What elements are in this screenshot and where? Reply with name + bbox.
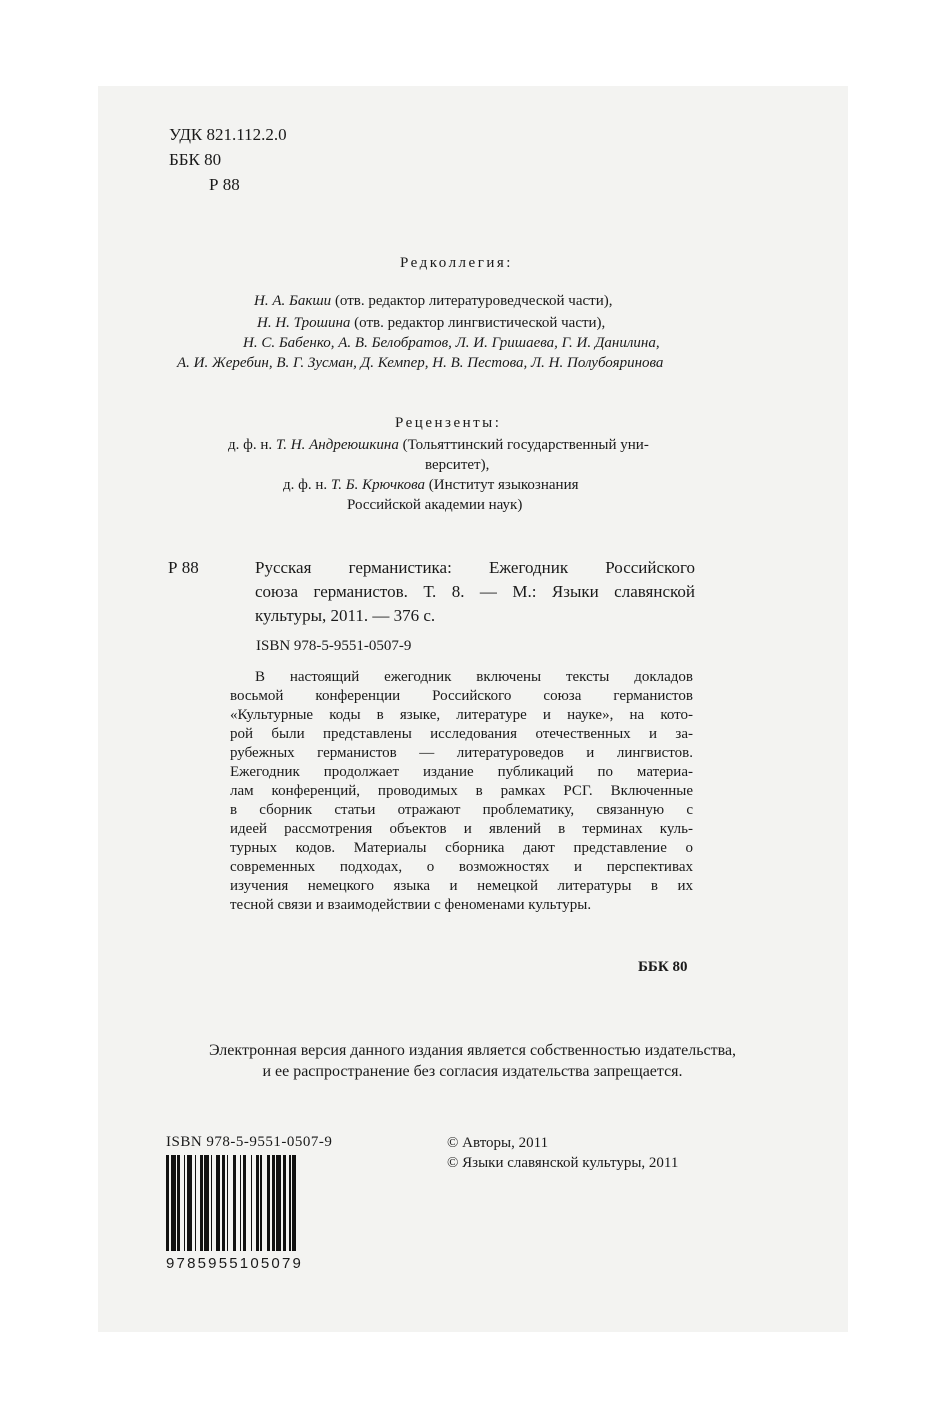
reviewer-2-line-2: Российской академии наук): [347, 497, 523, 513]
abstract-line: тесной связи и взаимодействии с феноменами культуры.: [230, 897, 592, 913]
copyright-authors: © Авторы, 2011: [447, 1135, 549, 1151]
editorial-board-heading: Редколлегия:: [400, 255, 513, 271]
rights-notice-line-2: и ее распространение без согласия издательства запрещается.: [262, 1063, 683, 1080]
barcode-bar: [276, 1155, 281, 1251]
barcode-bar: [240, 1155, 242, 1251]
board-members-line-1: Н. С. Бабенко, А. В. Белобратов, Л. И. Гришаева, Г. И. Данилина,: [243, 335, 660, 351]
abstract-bbk: ББК 80: [638, 959, 688, 975]
author-sign: Р 88: [209, 175, 240, 194]
barcode-bar: [272, 1155, 275, 1251]
abstract-line: идеей рассмотрения объектов и явлений в терминах куль-: [230, 821, 693, 837]
barcode-bar: [233, 1155, 236, 1251]
editor-role: (отв. редактор литературоведческой части),: [334, 293, 613, 309]
isbn-barcode: [166, 1155, 372, 1251]
editor-role: (отв. редактор лингвистической части),: [354, 315, 606, 331]
rights-notice-line-1: Электронная версия данного издания является собственностью издательства,: [208, 1042, 737, 1059]
reviewer-name: Т. Н. Андреюшкина: [275, 437, 399, 453]
barcode-bar: [177, 1155, 180, 1251]
copyright-publisher: © Языки славянской культуры, 2011: [447, 1155, 679, 1171]
entry-title-line: культуры, 2011. — 376 с.: [255, 606, 436, 625]
entry-title-line: союза германистов. Т. 8. — М.: Языки славянской: [255, 582, 695, 601]
barcode-bar: [211, 1155, 213, 1251]
barcode-bar: [260, 1155, 262, 1251]
entry-sign: Р 88: [168, 558, 199, 577]
abstract-line: В настоящий ежегодник включены тексты докладов: [255, 669, 693, 685]
editor-name: Н. Н. Трошина: [257, 315, 351, 331]
abstract-line: турных кодов. Материалы сборника дают представление о: [230, 840, 693, 856]
barcode-digits: 9785955105079: [166, 1255, 304, 1272]
reviewer-1-line-1: д. ф. н. Т. Н. Андреюшкина (Тольяттинский государственный уни-: [228, 437, 649, 453]
barcode-bar: [195, 1155, 197, 1251]
barcode-bar: [200, 1155, 203, 1251]
barcode-bar: [222, 1155, 225, 1251]
barcode-bar: [289, 1155, 291, 1251]
bbk-code: ББК 80: [169, 150, 222, 169]
abstract-line: современных подходах, о возможностях и перспективах: [230, 859, 693, 875]
barcode-bar: [171, 1155, 176, 1251]
barcode-bar: [251, 1155, 253, 1251]
abstract: [230, 668, 693, 915]
reviewer-name: Т. Б. Крючкова: [330, 477, 425, 493]
barcode-bar: [283, 1155, 286, 1251]
entry-title-line: Русская германистика: Ежегодник Российского: [255, 558, 695, 577]
editor-name: Н. А. Бакши: [254, 293, 332, 309]
reviewers-heading: Рецензенты:: [395, 415, 502, 431]
barcode-isbn-label: ISBN 978-5-9551-0507-9: [166, 1134, 333, 1150]
barcode-bar: [267, 1155, 270, 1251]
abstract-line: восьмой конференции Российского союза германистов: [230, 688, 693, 704]
barcode-bar: [256, 1155, 259, 1251]
barcode-bar: [166, 1155, 169, 1251]
barcode-bar: [184, 1155, 186, 1251]
board-members-line-2: А. И. Жеребин, В. Г. Зусман, Д. Кемпер, Н. В. Пестова, Л. Н. Полубояринова: [177, 355, 664, 371]
reviewer-2-line-1: д. ф. н. Т. Б. Крючкова (Институт языкознания: [283, 477, 579, 493]
abstract-line: изучения немецкого языка и немецкой литературы в их: [230, 878, 693, 894]
barcode-bar: [216, 1155, 221, 1251]
barcode-bar: [227, 1155, 229, 1251]
reviewer-1-line-2: верситет),: [425, 457, 490, 473]
abstract-line: рубежных германистов — литературоведов и лингвистов.: [230, 745, 693, 761]
abstract-line: лам конференций, проводимых в рамках РСГ. Включенные: [230, 783, 693, 799]
entry-isbn: ISBN 978-5-9551-0507-9: [256, 638, 412, 654]
abstract-line: в сборник статьи отражают проблематику, связанную с: [230, 802, 693, 818]
editor-line-1: [254, 292, 612, 311]
udk-code: УДК 821.112.2.0: [169, 125, 287, 144]
abstract-line: Ежегодник продолжает издание публикаций по материа-: [230, 764, 693, 780]
barcode-bar: [292, 1155, 295, 1251]
barcode-bar: [187, 1155, 192, 1251]
abstract-line: рой были представлены исследования отечественных и за-: [230, 726, 693, 742]
barcode-bar: [243, 1155, 246, 1251]
barcode-bar: [204, 1155, 209, 1251]
editor-line-2: [257, 314, 605, 333]
abstract-line: «Культурные коды в языке, литературе и науке», на кото-: [230, 707, 693, 723]
